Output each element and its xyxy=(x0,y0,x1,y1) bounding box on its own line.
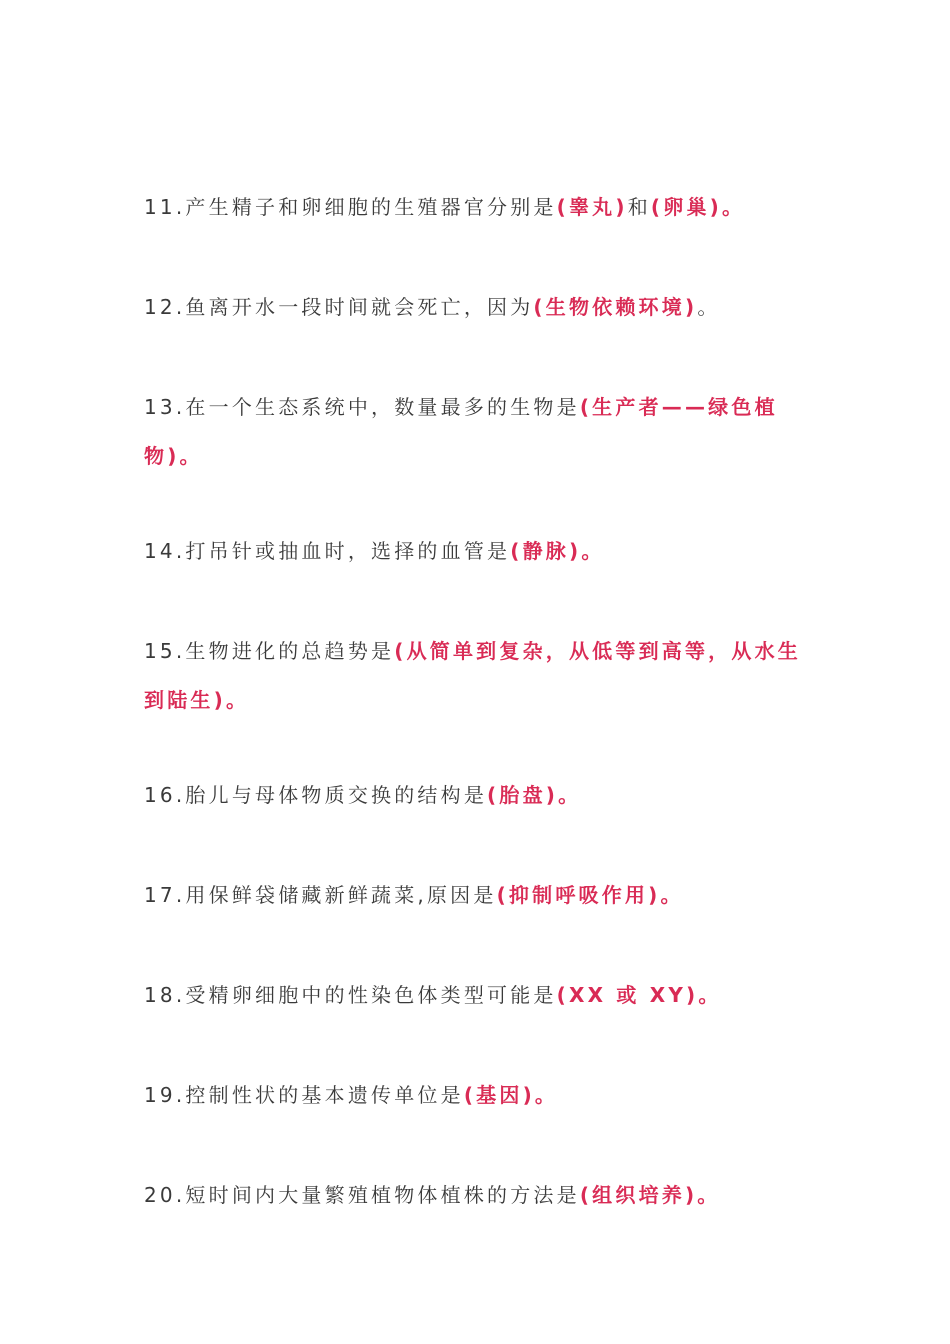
question-number: 11. xyxy=(144,195,186,219)
question-item xyxy=(144,871,810,920)
question-number: 20. xyxy=(144,1183,186,1207)
question-item xyxy=(144,383,810,481)
question-number: 13. xyxy=(144,395,186,419)
answer-text: (胎盘)。 xyxy=(487,783,582,807)
question-text: 短时间内大量繁殖植物体植株的方法是 xyxy=(185,1183,580,1207)
question-text: 用保鲜袋储藏新鲜蔬菜,原因是 xyxy=(185,883,497,907)
answer-text: (生产者——绿色植物)。 xyxy=(144,395,778,468)
question-item xyxy=(144,183,810,232)
answer-text: (生物依赖环境) xyxy=(533,295,698,319)
question-text: 受精卵细胞中的性染色体类型可能是 xyxy=(185,983,557,1007)
answer-text: (XX 或 XY)。 xyxy=(556,983,722,1007)
answer-text: (睾丸) xyxy=(556,195,628,219)
question-text: 鱼离开水一段时间就会死亡，因为 xyxy=(185,295,534,319)
answer-text: (基因)。 xyxy=(463,1083,559,1107)
question-item xyxy=(144,971,810,1020)
question-number: 19. xyxy=(144,1083,186,1107)
question-item xyxy=(144,1171,810,1220)
question-text: 产生精子和卵细胞的生殖器官分别是 xyxy=(185,195,557,219)
question-number: 16. xyxy=(144,783,186,807)
question-number: 12. xyxy=(144,295,186,319)
question-number: 18. xyxy=(144,983,186,1007)
question-text: 和 xyxy=(627,195,651,219)
answer-text: (抑制呼吸作用)。 xyxy=(496,883,684,907)
question-item xyxy=(144,527,810,576)
answer-text: (从简单到复杂，从低等到高等，从水生到陆生)。 xyxy=(144,639,801,712)
question-number: 15. xyxy=(144,639,186,663)
question-number: 14. xyxy=(144,539,186,563)
question-item xyxy=(144,627,810,725)
answer-text: (静脉)。 xyxy=(510,539,605,563)
question-text: 胎儿与母体物质交换的结构是 xyxy=(185,783,488,807)
question-text: 控制性状的基本遗传单位是 xyxy=(185,1083,464,1107)
question-text: 在一个生态系统中，数量最多的生物是 xyxy=(185,395,580,419)
question-item xyxy=(144,1071,810,1120)
question-item xyxy=(144,771,810,820)
question-text: 生物进化的总趋势是 xyxy=(185,639,395,663)
question-list xyxy=(144,183,810,1271)
question-text: 打吊针或抽血时，选择的血管是 xyxy=(185,539,511,563)
answer-text: (组织培养)。 xyxy=(579,1183,721,1207)
question-number: 17. xyxy=(144,883,186,907)
question-item xyxy=(144,283,810,332)
answer-text: (卵巢)。 xyxy=(650,195,746,219)
question-text: 。 xyxy=(697,295,721,319)
